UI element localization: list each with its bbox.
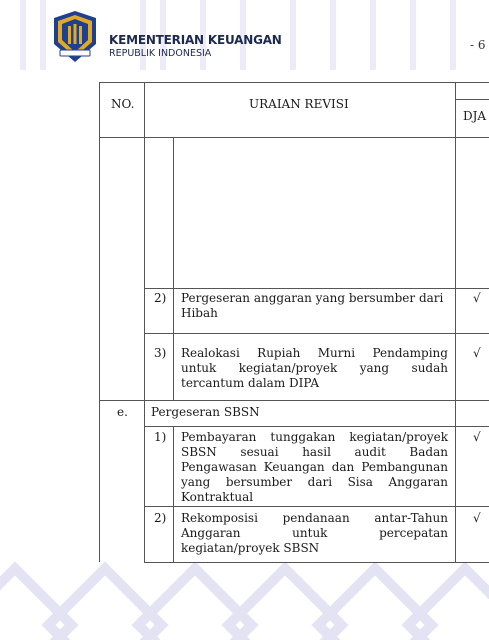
row-description (181, 511, 448, 556)
col-divider-no (144, 82, 145, 562)
row-number: 3) (154, 346, 167, 360)
table-border-top (99, 82, 489, 83)
col-divider-num (173, 137, 174, 401)
description-line: yang bersumber dari Sisa Anggaran (181, 475, 448, 489)
column-header-no: NO. (111, 97, 135, 111)
row-number: 1) (154, 430, 167, 444)
description-line: untuk kegiatan/proyek yang sudah (181, 361, 448, 375)
column-header-dja: DJA (463, 109, 487, 123)
row-number: 2) (154, 291, 167, 305)
header-subdivider (455, 99, 489, 100)
description-line: Pengawasan Keuangan dan Pembangunan (181, 460, 448, 474)
col-divider-num (173, 426, 174, 562)
description-line: Realokasi Rupiah Murni Pendamping (181, 346, 448, 360)
row-number: 2) (154, 511, 167, 525)
dja-checkmark: √ (473, 346, 481, 360)
section-number: e. (117, 405, 128, 419)
page-number: - 6 (470, 38, 486, 52)
description-line: Anggaran untuk percepatan (181, 526, 448, 540)
org-name: KEMENTERIAN KEUANGAN (109, 33, 282, 47)
description-line: Pembayaran tunggakan kegiatan/proyek (181, 430, 448, 444)
row-divider (144, 506, 489, 507)
description-line: tercantum dalam DIPA (181, 376, 320, 390)
row-divider (144, 426, 489, 427)
description-line: kegiatan/proyek SBSN (181, 541, 320, 555)
row-divider (144, 288, 489, 289)
description-line: Kontraktual (181, 490, 254, 504)
row-divider (144, 333, 489, 334)
row-description (181, 346, 448, 391)
row-description (181, 291, 448, 321)
dja-checkmark: √ (473, 291, 481, 305)
table-border-bottom (144, 562, 489, 563)
dja-checkmark: √ (473, 430, 481, 444)
section-title: Pergeseran SBSN (151, 405, 260, 419)
kemenkeu-emblem-icon (50, 10, 100, 64)
description-line: Rekomposisi pendanaan antar-Tahun (181, 511, 448, 525)
footer-pattern (0, 560, 489, 640)
description-line: Pergeseran anggaran yang bersumber dari (181, 291, 444, 305)
dja-checkmark: √ (473, 511, 481, 525)
org-subtitle: REPUBLIK INDONESIA (109, 48, 212, 59)
col-divider-dja (455, 82, 456, 562)
table-border-left (99, 82, 100, 562)
row-description (181, 430, 448, 505)
row-divider (99, 400, 489, 401)
column-header-uraian: URAIAN REVISI (249, 97, 349, 111)
description-line: Hibah (181, 306, 218, 320)
header-bottom-border (99, 137, 489, 138)
description-line: SBSN sesuai hasil audit Badan (181, 445, 448, 459)
